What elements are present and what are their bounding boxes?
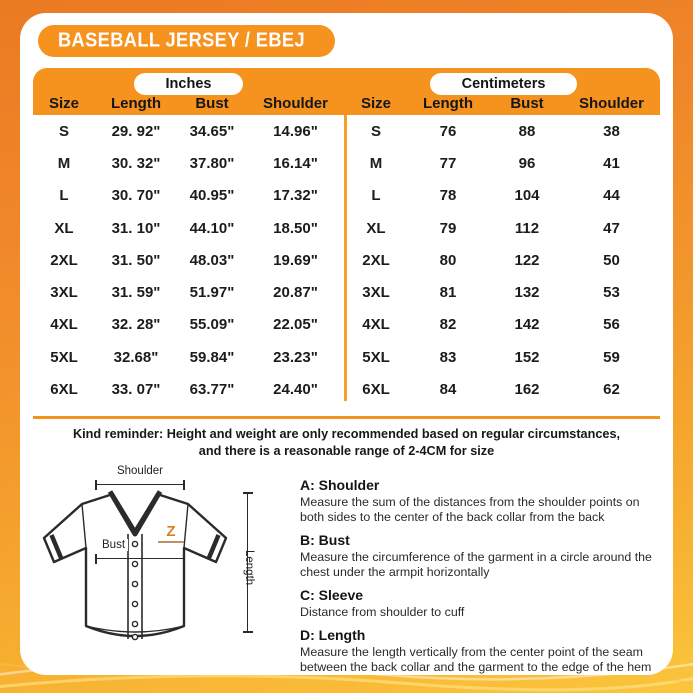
shoulder-measure-line xyxy=(95,484,185,485)
measurement-cell: 40.95" xyxy=(189,187,235,205)
kind-reminder xyxy=(33,426,660,460)
measurement-cell: 79 xyxy=(439,219,457,237)
page-title: BASEBALL JERSEY / EBEJ xyxy=(58,29,306,52)
size-cell: 2XL xyxy=(362,251,390,269)
measurement-cell: 14.96" xyxy=(273,122,318,140)
measurement-cell: 132 xyxy=(514,284,540,302)
size-cell: 2XL xyxy=(50,251,78,269)
col-header-length: Length xyxy=(111,95,161,112)
size-cell: L xyxy=(59,187,69,205)
title-banner xyxy=(38,25,335,57)
reminder-line-2: and there is a reasonable range of 2-4CM for size xyxy=(198,443,495,458)
centimeters-label: Centimeters xyxy=(461,76,546,92)
measurement-cell: 96 xyxy=(518,154,536,172)
reminder-line-1: Kind reminder: Height and weight are only recommended based on regular circumstances, xyxy=(72,427,621,441)
col-header-bust: Bust xyxy=(510,95,544,112)
measurement-cell: 82 xyxy=(439,316,457,334)
size-cell: 6XL xyxy=(50,381,78,399)
measurement-cell: 62 xyxy=(603,381,620,399)
size-cell: L xyxy=(371,187,381,205)
inches-label: Inches xyxy=(165,76,212,92)
description-body: Measure the sum of the distances from the shoulder points on both sides to the center of the back collar from the back xyxy=(300,495,640,524)
measurement-cell: 32. 28" xyxy=(111,316,161,334)
brand-logo-mark: Z xyxy=(166,523,176,540)
measurement-cell: 23.23" xyxy=(273,348,318,366)
measurement-cell: 17.32" xyxy=(273,187,318,205)
table-header xyxy=(33,68,660,115)
description-heading: D: Length xyxy=(300,627,366,643)
measurement-cell: 19.69" xyxy=(273,251,318,269)
shoulder-measure-label: Shoulder xyxy=(116,465,164,477)
measurement-cell: 30. 70" xyxy=(111,187,161,205)
description-heading: C: Sleeve xyxy=(300,587,364,603)
size-cell: M xyxy=(57,154,71,172)
size-cell: 6XL xyxy=(362,381,390,399)
table-body xyxy=(33,115,660,406)
table-bottom-rule xyxy=(33,416,660,419)
measurement-cell: 22.05" xyxy=(273,316,318,334)
measurement-cell: 31. 50" xyxy=(111,251,161,269)
measurement-cell: 31. 59" xyxy=(111,284,161,302)
measurement-cell: 152 xyxy=(514,348,540,366)
size-cell: S xyxy=(58,122,69,140)
measurement-cell: 88 xyxy=(518,122,536,140)
measurement-cell: 81 xyxy=(439,284,457,302)
description-bust xyxy=(300,533,662,580)
description-shoulder xyxy=(300,478,662,525)
measurement-cell: 83 xyxy=(439,348,457,366)
size-cell: 4XL xyxy=(50,316,78,334)
measurement-cell: 48.03" xyxy=(189,251,235,269)
size-cell: XL xyxy=(366,219,386,237)
measurement-cell: 122 xyxy=(514,251,540,269)
measurement-cell: 47 xyxy=(603,219,620,237)
size-chart-card xyxy=(20,13,673,675)
measurement-descriptions xyxy=(300,478,662,675)
measurement-cell: 50 xyxy=(603,251,620,269)
measurement-cell: 41 xyxy=(603,154,620,172)
description-body: Measure the circumference of the garment in a circle around the chest under the armpit horizontally xyxy=(300,550,652,579)
table-center-divider xyxy=(344,115,347,406)
measurement-cell: 59.84" xyxy=(189,348,235,366)
size-cell: 5XL xyxy=(50,348,78,366)
measurement-cell: 18.50" xyxy=(273,219,318,237)
measurement-cell: 38 xyxy=(603,122,620,140)
measurement-cell: 33. 07" xyxy=(111,381,161,399)
measurement-cell: 59 xyxy=(603,348,620,366)
centimeters-unit-pill xyxy=(430,73,578,95)
measurement-cell: 53 xyxy=(603,284,620,302)
bust-measure-line xyxy=(95,558,185,559)
measurement-cell: 76 xyxy=(439,122,457,140)
description-length xyxy=(300,628,662,675)
description-body: Distance from shoulder to cuff xyxy=(300,605,465,619)
measurement-cell: 44.10" xyxy=(189,219,235,237)
measurement-cell: 84 xyxy=(439,381,457,399)
measurement-cell: 104 xyxy=(514,187,540,205)
measurement-cell: 80 xyxy=(439,251,457,269)
measurement-cell: 56 xyxy=(603,316,620,334)
col-header-shoulder: Shoulder xyxy=(578,95,644,112)
centimeters-table xyxy=(347,115,660,406)
description-sleeve xyxy=(300,588,662,620)
description-body: Measure the length vertically from the center point of the seam between the back collar and the garment to the edge of the hem xyxy=(300,645,652,674)
size-cell: 4XL xyxy=(362,316,390,334)
measurement-cell: 24.40" xyxy=(273,381,318,399)
inches-unit-pill xyxy=(134,73,244,95)
measurement-cell: 55.09" xyxy=(189,316,235,334)
inches-table xyxy=(33,115,344,406)
jersey-illustration xyxy=(38,488,232,642)
measurement-cell: 20.87" xyxy=(273,284,318,302)
measurement-cell: 162 xyxy=(514,381,540,399)
measurement-cell: 63.77" xyxy=(189,381,235,399)
size-cell: 3XL xyxy=(50,284,78,302)
measurement-cell: 112 xyxy=(514,219,540,237)
size-cell: S xyxy=(370,122,381,140)
measurement-cell: 32.68" xyxy=(113,348,159,366)
unit-pill-row xyxy=(33,73,660,95)
measurement-cell: 16.14" xyxy=(273,154,318,172)
measurement-cell: 34.65" xyxy=(189,122,235,140)
measurement-cell: 142 xyxy=(514,316,540,334)
length-measure-label: Length xyxy=(243,550,255,586)
measurement-cell: 37.80" xyxy=(189,154,235,172)
size-cell: XL xyxy=(54,219,74,237)
measurement-cell: 51.97" xyxy=(189,284,235,302)
measurement-cell: 78 xyxy=(439,187,457,205)
col-header-bust: Bust xyxy=(195,95,229,112)
bust-measure-label: Bust xyxy=(99,539,128,551)
col-header-length: Length xyxy=(423,95,473,112)
measurement-cell: 44 xyxy=(603,187,620,205)
col-header-size: Size xyxy=(360,95,391,112)
size-cell: 3XL xyxy=(362,284,390,302)
measurement-cell: 29. 92" xyxy=(111,122,161,140)
measurement-diagram xyxy=(33,465,293,670)
measurement-cell: 77 xyxy=(439,154,457,172)
description-heading: A: Shoulder xyxy=(300,477,380,493)
measurement-cell: 31. 10" xyxy=(111,219,161,237)
size-cell: 5XL xyxy=(362,348,390,366)
col-header-size: Size xyxy=(48,95,79,112)
size-cell: M xyxy=(369,154,383,172)
brand-logo-tagline xyxy=(158,541,184,543)
column-header-row xyxy=(33,95,660,112)
measurement-cell: 30. 32" xyxy=(111,154,161,172)
description-heading: B: Bust xyxy=(300,532,350,548)
col-header-shoulder: Shoulder xyxy=(262,95,328,112)
